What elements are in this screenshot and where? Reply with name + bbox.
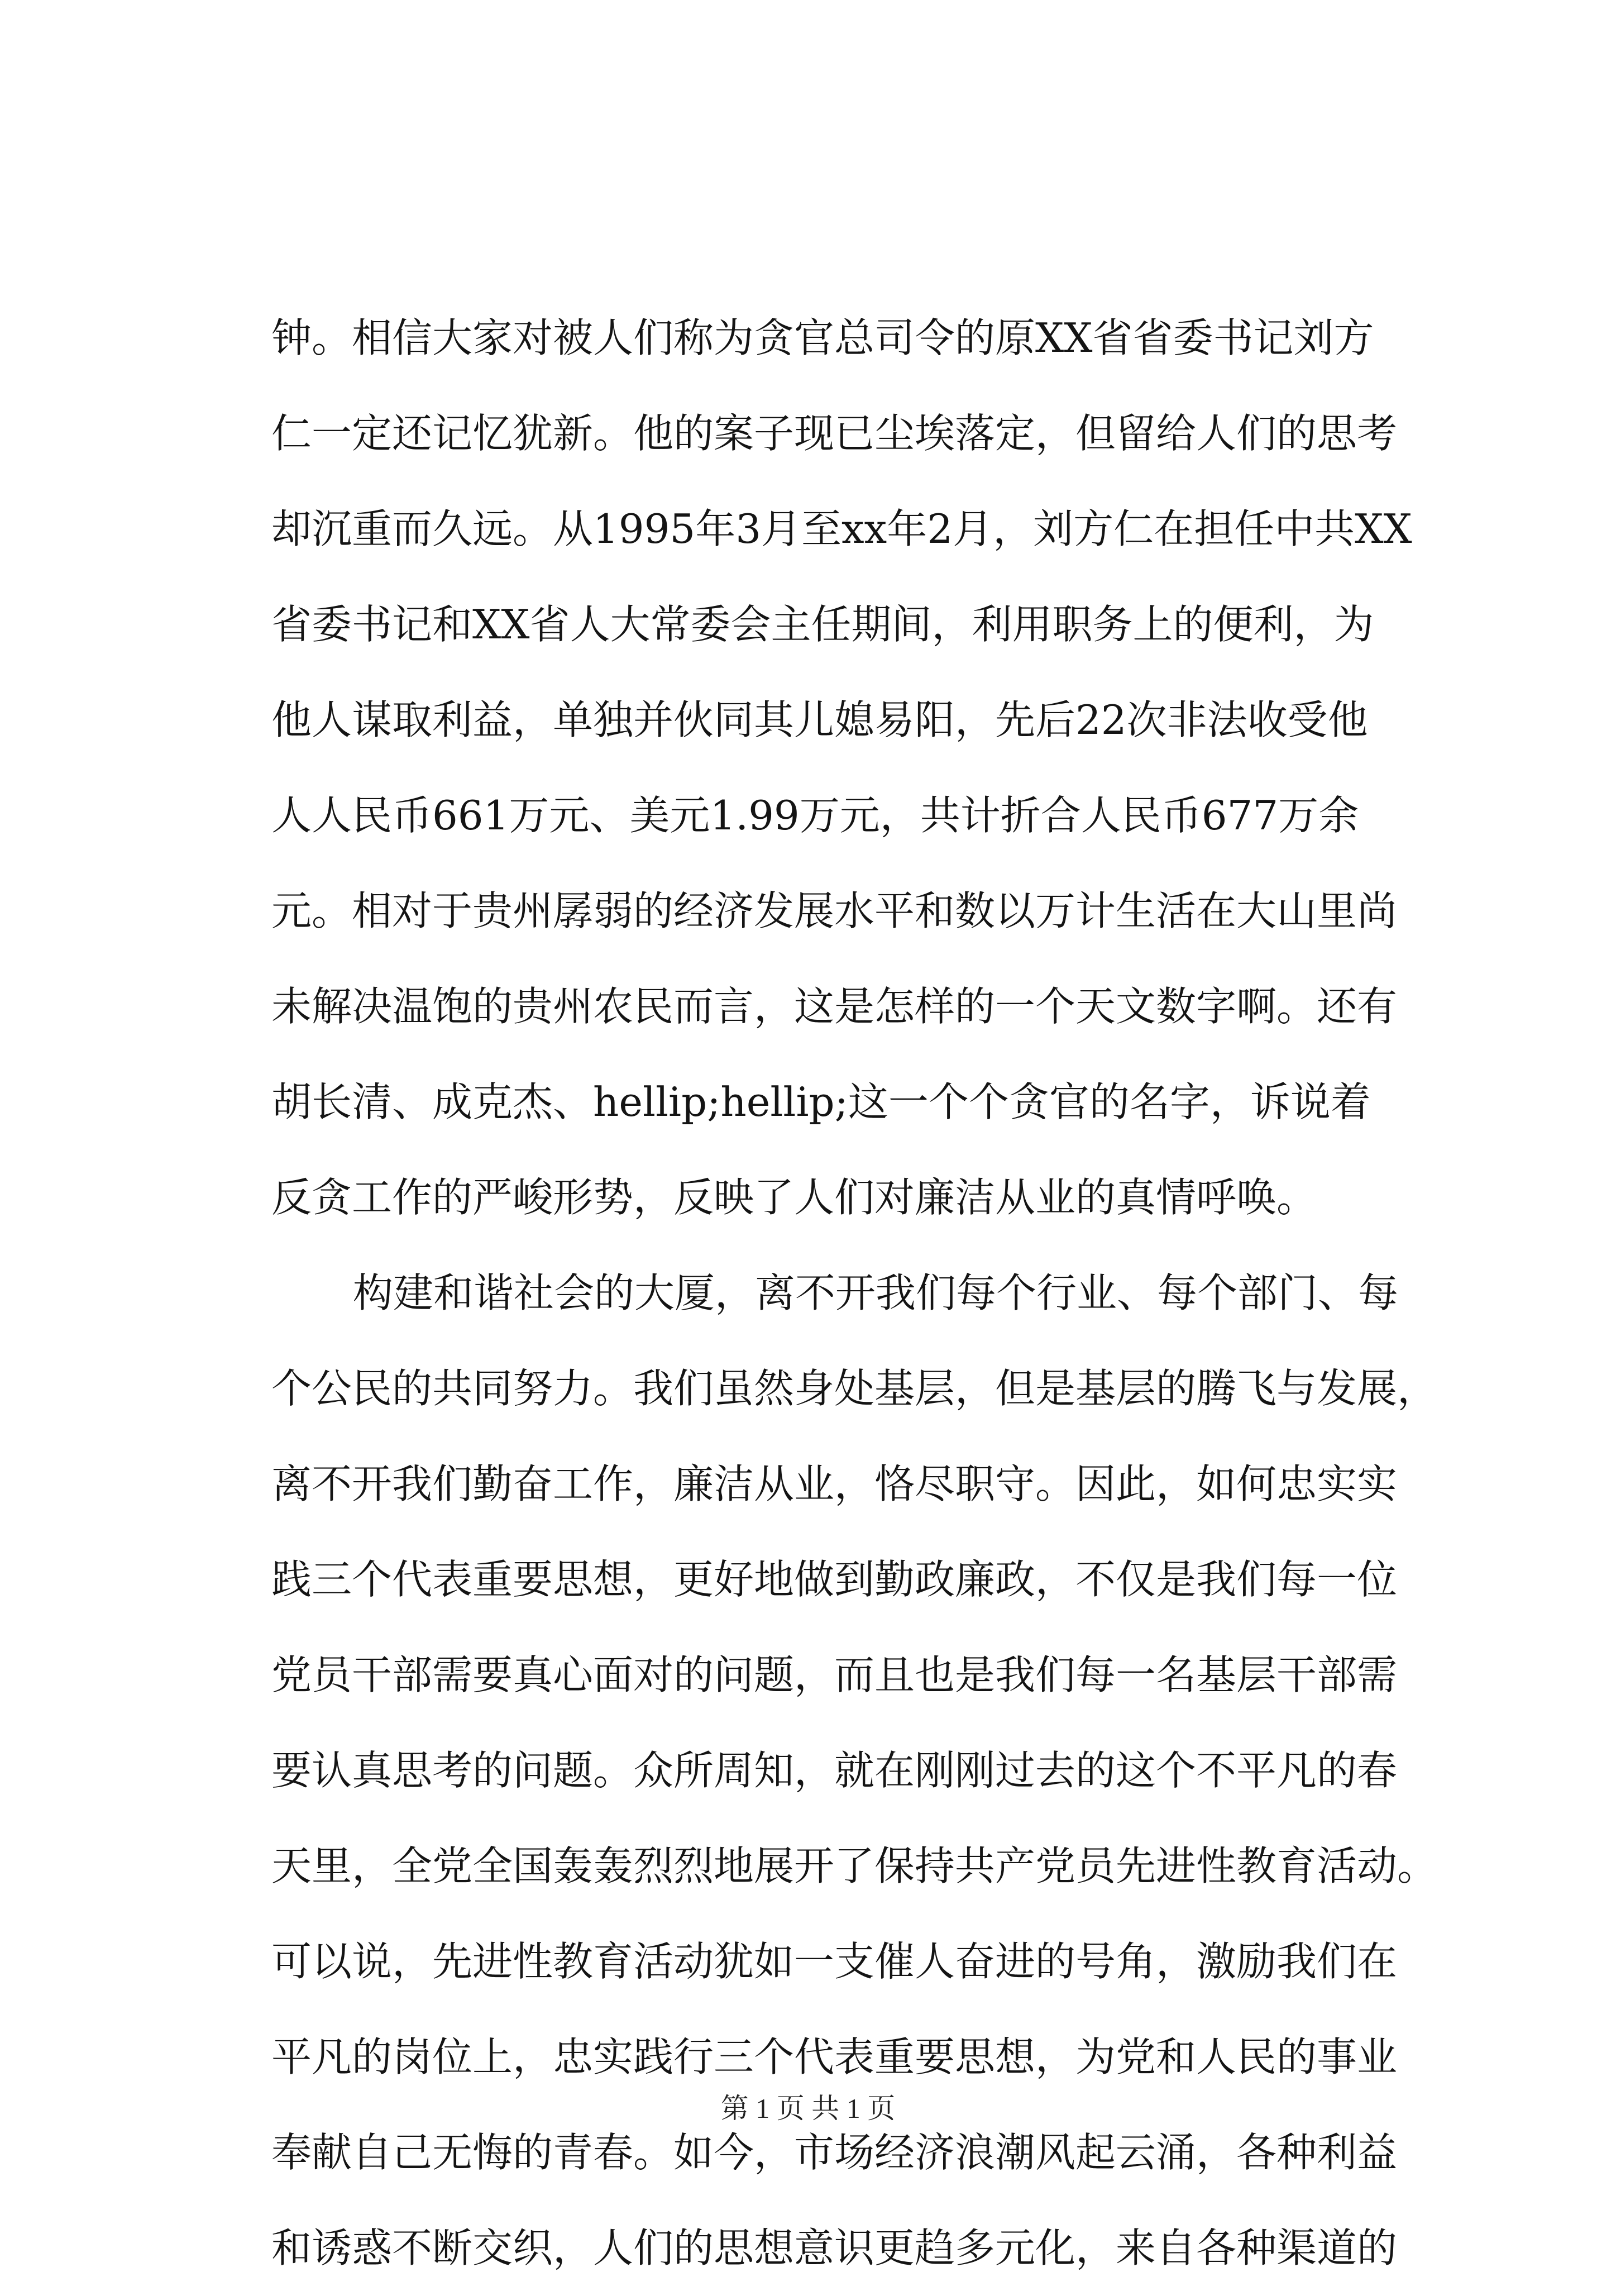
text-line: 个公民的共同努力。我们虽然身处基层，但是基层的腾飞与发展， xyxy=(271,1365,1438,1412)
text-line: 党员干部需要真心面对的问题，而且也是我们每一名基层干部需 xyxy=(271,1651,1398,1698)
text-line: 他人谋取利益，单独并伙同其儿媳易阳，先后22次非法收受他 xyxy=(271,696,1368,743)
text-line: 却沉重而久远。从1995年3月至xx年2月，刘方仁在担任中共XX xyxy=(271,505,1412,552)
text-line: 胡长清、成克杰、hellip;hellip;这一个个贪官的名字，诉说着 xyxy=(271,1078,1371,1125)
text-line: 平凡的岗位上，忠实践行三个代表重要思想，为党和人民的事业 xyxy=(271,2034,1398,2080)
text-line: 要认真思考的问题。众所周知，就在刚刚过去的这个不平凡的春 xyxy=(271,1747,1398,1794)
text-line: 仁一定还记忆犹新。他的案子现已尘埃落定，但留给人们的思考 xyxy=(271,410,1398,457)
body-text xyxy=(271,290,1438,2296)
text-line: 可以说，先进性教育活动犹如一支催人奋进的号角，激励我们在 xyxy=(271,1938,1398,1985)
text-line: 省委书记和XX省人大常委会主任期间，利用职务上的便利，为 xyxy=(271,601,1374,648)
text-line: 元。相对于贵州孱弱的经济发展水平和数以万计生活在大山里尚 xyxy=(271,887,1398,934)
page-number-footer: 第 1 页 共 1 页 xyxy=(720,2093,896,2124)
text-line: 和诱惑不断交织，人们的思想意识更趋多元化，来自各种渠道的 xyxy=(271,2225,1398,2271)
text-line: 钟。相信大家对被人们称为贪官总司令的原XX省省委书记刘方 xyxy=(271,314,1374,361)
text-line: 离不开我们勤奋工作，廉洁从业，恪尽职守。因此，如何忠实实 xyxy=(271,1460,1398,1507)
text-line: 未解决温饱的贵州农民而言，这是怎样的一个天文数字啊。还有 xyxy=(271,983,1398,1030)
text-line: 反贪工作的严峻形势，反映了人们对廉洁从业的真情呼唤。 xyxy=(271,1174,1317,1221)
paragraph-start-line: 构建和谐社会的大厦，离不开我们每个行业、每个部门、每 xyxy=(353,1269,1399,1316)
text-line: 天里，全党全国轰轰烈烈地展开了保持共产党员先进性教育活动。 xyxy=(271,1842,1438,1889)
text-line: 践三个代表重要思想，更好地做到勤政廉政，不仅是我们每一位 xyxy=(271,1556,1398,1603)
text-line: 人人民币661万元、美元1.99万元，共计折合人民币677万余 xyxy=(271,792,1359,839)
text-line: 奉献自己无悔的青春。如今，市场经济浪潮风起云涌，各种利益 xyxy=(271,2129,1398,2176)
